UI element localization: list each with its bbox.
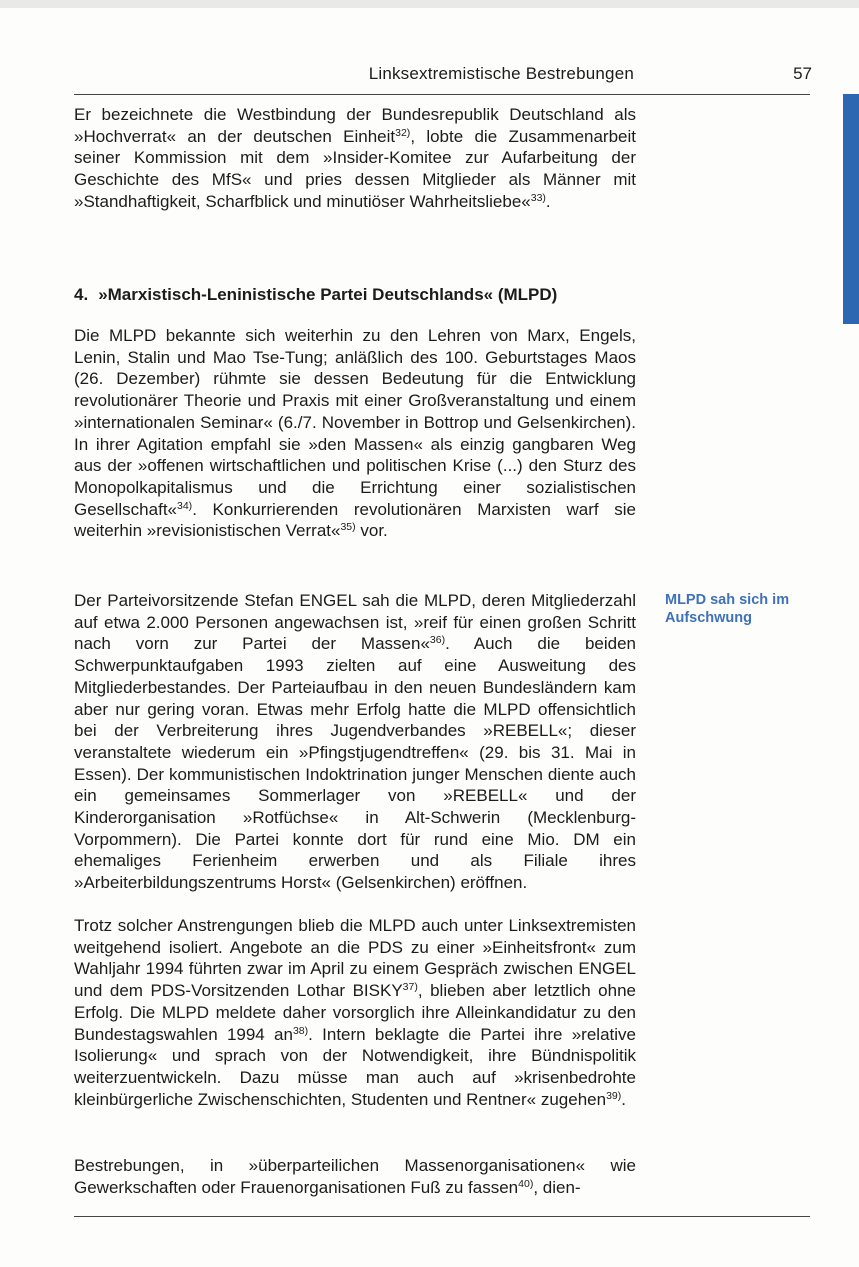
running-header	[74, 62, 812, 92]
text-run: . Konkurrierenden revolutionären Marxisten warf sie weiterhin »revisionistischen Verrat«	[74, 499, 636, 541]
text-run: Bestrebungen, in »überparteilichen Massenorganisationen« wie Gewerkschaften oder Frauenorganisationen Fuß zu fassen	[74, 1156, 636, 1197]
text-run: Trotz solcher Anstrengungen blieb die MLPD auch unter Linksextremisten weitgehend isoliert. Angebote an die PDS zu einer »Einheitsfront« zum Wahljahr 1994 führten zwar im April zu einem Gespräch zwischen ENGEL und dem PDS-Vorsitzenden Lothar BISKY	[74, 916, 636, 1001]
footnote-ref: 37)	[402, 981, 418, 994]
text-run: , blieben aber letztlich ohne Erfolg. Die MLPD meldete daher vorsorglich ihre Alleinkandidatur zu den Bundestagswahlen 1994 an	[74, 981, 636, 1044]
section-number: 4.	[74, 285, 89, 304]
text-run: vor.	[355, 521, 388, 541]
footnote-ref: 39)	[606, 1089, 622, 1102]
footnote-ref: 38)	[292, 1024, 309, 1037]
text-run: . Intern beklagte die Partei ihre »relative Isolierung« und sprach von der Notwendigkeit, ihre Bündnispolitik weiterzuentwickeln. Dazu müsse man auch auf »krisenbedrohte kleinbürgerliche Zwischenschichten, Studenten und Rentner« zugehen	[74, 1024, 636, 1109]
page-top-edge	[0, 0, 859, 8]
text-run: , lobte die Zusammenarbeit seiner Kommission mit dem »Insider-Komitee zur Aufarbeitung der Geschichte des MfS« und pries dessen Mitglieder als Männer mit »Standhaftigkeit, Scharfblick und minutiöser Wahrheitsliebe«	[74, 126, 636, 211]
footer-rule	[74, 1216, 810, 1217]
text-run: Der Parteivorsitzende Stefan ENGEL sah die MLPD, deren Mitgliederzahl auf etwa 2.000 Personen angewachsen ist, »reif für einen großen Schritt nach vorn zur Partei der Massen«	[74, 591, 636, 654]
paragraph-2	[74, 325, 636, 542]
footnote-ref: 34)	[177, 499, 193, 512]
paragraph-1	[74, 104, 636, 213]
page-number: 57	[793, 64, 812, 83]
paragraph-5	[74, 1155, 636, 1198]
footnote-ref: 32)	[395, 126, 411, 139]
text-run: .	[621, 1089, 626, 1109]
text-run: .	[545, 191, 551, 211]
paragraph-3	[74, 590, 636, 894]
paragraph-4	[74, 915, 636, 1110]
footnote-ref: 35)	[340, 521, 356, 534]
section-title: »Marxistisch-Leninistische Partei Deutschlands« (MLPD)	[98, 285, 558, 304]
text-run: Die MLPD bekannte sich weiterhin zu den Lehren von Marx, Engels, Lenin, Stalin und Mao Tse-Tung; anläßlich des 100. Geburtstages Maos (26. Dezember) rühmte sie dessen Bedeutung für die Entwicklung revolutionärer Theorie und Praxis mit einer Großveranstaltung und einem »internationalen Seminar« (6./7. November in Bottrop und Gelsenkirchen). In ihrer Agitation empfahl sie »den Massen« als einzig gangbaren Weg aus der »offenen wirtschaftlichen und politischen Krise (...) den Sturz des Monopolkapitalismus und die Errichtung einer sozialistischen Gesellschaft«	[74, 326, 636, 519]
footnote-ref: 33)	[530, 191, 546, 204]
footnote-ref: 40)	[518, 1177, 534, 1190]
header-rule	[74, 94, 810, 95]
footnote-ref: 36)	[429, 634, 446, 647]
section-heading	[74, 285, 694, 305]
text-run: , dien-	[533, 1177, 581, 1197]
running-title: Linksextremistische Bestrebungen	[368, 64, 634, 83]
text-run: . Auch die beiden Schwerpunktaufgaben 1993 zielten auf eine Ausweitung des Mitgliederbestandes. Der Parteiaufbau in den neuen Bundesländern kam aber nur gering voran. Etwas mehr Erfolg hatte die MLPD offensichtlich bei der Verbreiterung ihres Jugendverbandes »REBELL«; dieser veranstaltete wiederum ein »Pfingstjugendtreffen« (29. bis 31. Mai in Essen). Der kommunistischen Indoktrination junger Menschen diente auch ein gemeinsames Sommerlager von »REBELL« und der Kinderorganisation »Rotfüchse« in Alt-Schwerin (Mecklenburg-Vorpommern). Die Partei konnte dort für rund eine Mio. DM ein ehemaliges Ferienheim erwerben und als Filiale ihres »Arbeiterbildungszentrums Horst« (Gelsenkirchen) eröffnen.	[74, 634, 636, 893]
margin-note: MLPD sah sich im Aufschwung	[665, 592, 790, 626]
text-run: Er bezeichnete die Westbindung der Bundesrepublik Deutschland als »Hochverrat« an der deutschen Einheit	[74, 105, 636, 146]
chapter-edge-tab	[843, 94, 859, 324]
